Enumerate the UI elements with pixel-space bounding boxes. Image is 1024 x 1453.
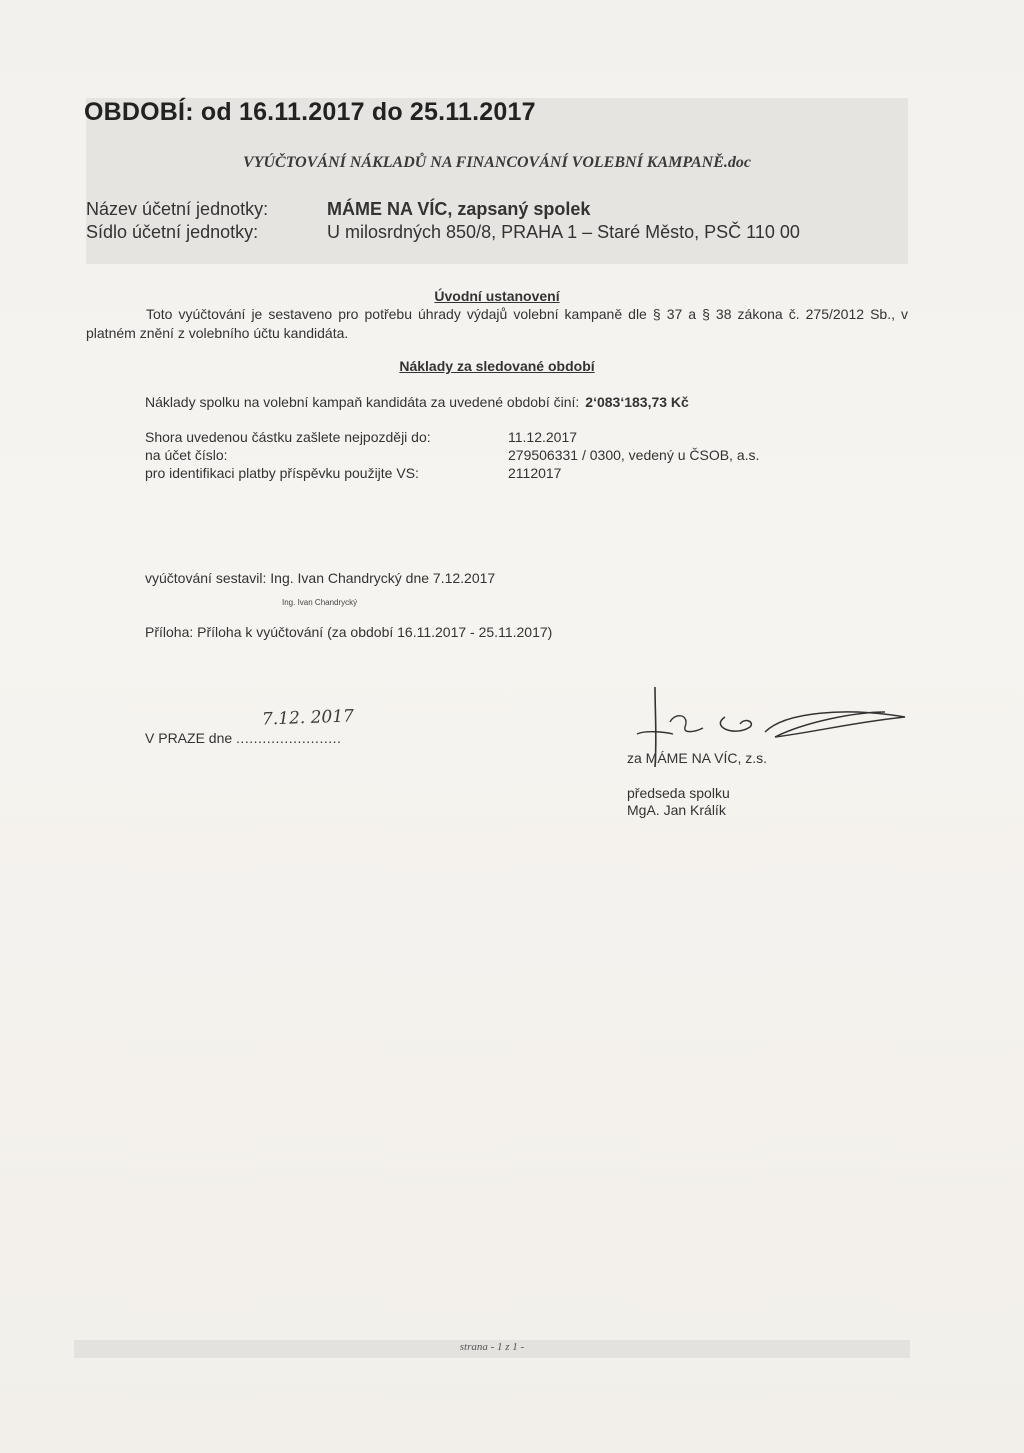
handwritten-date: 7.12. 2017 [261,706,355,730]
vs-value: 2112017 [508,465,562,481]
signatory-name: MgA. Jan Králík [627,802,726,818]
signatory-org: za MÁME NA VÍC, z.s. [627,750,768,766]
due-date-value: 11.12.2017 [508,429,578,445]
intro-heading: Úvodní ustanovení [434,288,560,304]
period-heading: OBDOBÍ: od 16.11.2017 do 25.11.2017 [84,98,536,126]
page-number: strana - 1 z 1 - [459,1341,525,1353]
entity-seat: U milosrdných 850/8, PRAHA 1 – Staré Město, PSČ 110 00 [327,222,800,242]
attachment-line: Příloha: Příloha k vyúčtování (za období 16.11.2017 - 25.11.2017) [145,624,553,640]
compiled-by: vyúčtování sestavil: Ing. Ivan Chandrycký dne 7.12.2017 [145,570,496,586]
account-label: na účet číslo: [145,447,228,463]
place-date-line [145,730,341,746]
place-label: V PRAZE dne [145,730,233,746]
vs-label: pro identifikaci platby příspěvku použijte VS: [145,465,419,481]
entity-name: MÁME NA VÍC, zapsaný spolek [327,199,591,219]
due-date-label: Shora uvedenou částku zašlete nejpozději do: [145,429,431,445]
costs-amount: 2‘083‘183,73 Kč [585,394,689,410]
costs-text: Náklady spolku na volební kampaň kandidáta za uvedené období činí: [145,394,580,410]
entity-seat-label: Sídlo účetní jednotky: [86,222,259,242]
signatory-role: předseda spolku [627,785,730,801]
costs-line [145,394,689,410]
intro-text: Toto vyúčtování je sestaveno pro potřebu úhrady výdajů volební kampaně dle § 37 a § 38 zákona č. 275/2012 Sb., v platném znění z volebního účtu kandidáta. [86,306,908,341]
document-title: VYÚČTOVÁNÍ NÁKLADŮ NA FINANCOVÁNÍ VOLEBNÍ KAMPANĚ.doc [243,154,751,171]
costs-heading: Náklady za sledované období [399,358,595,374]
entity-name-label: Název účetní jednotky: [86,199,269,219]
place-dots: ........................ [236,730,342,746]
compiled-by-small: Ing. Ivan Chandrycký [282,598,358,607]
account-value: 279506331 / 0300, vedený u ČSOB, a.s. [508,447,760,463]
